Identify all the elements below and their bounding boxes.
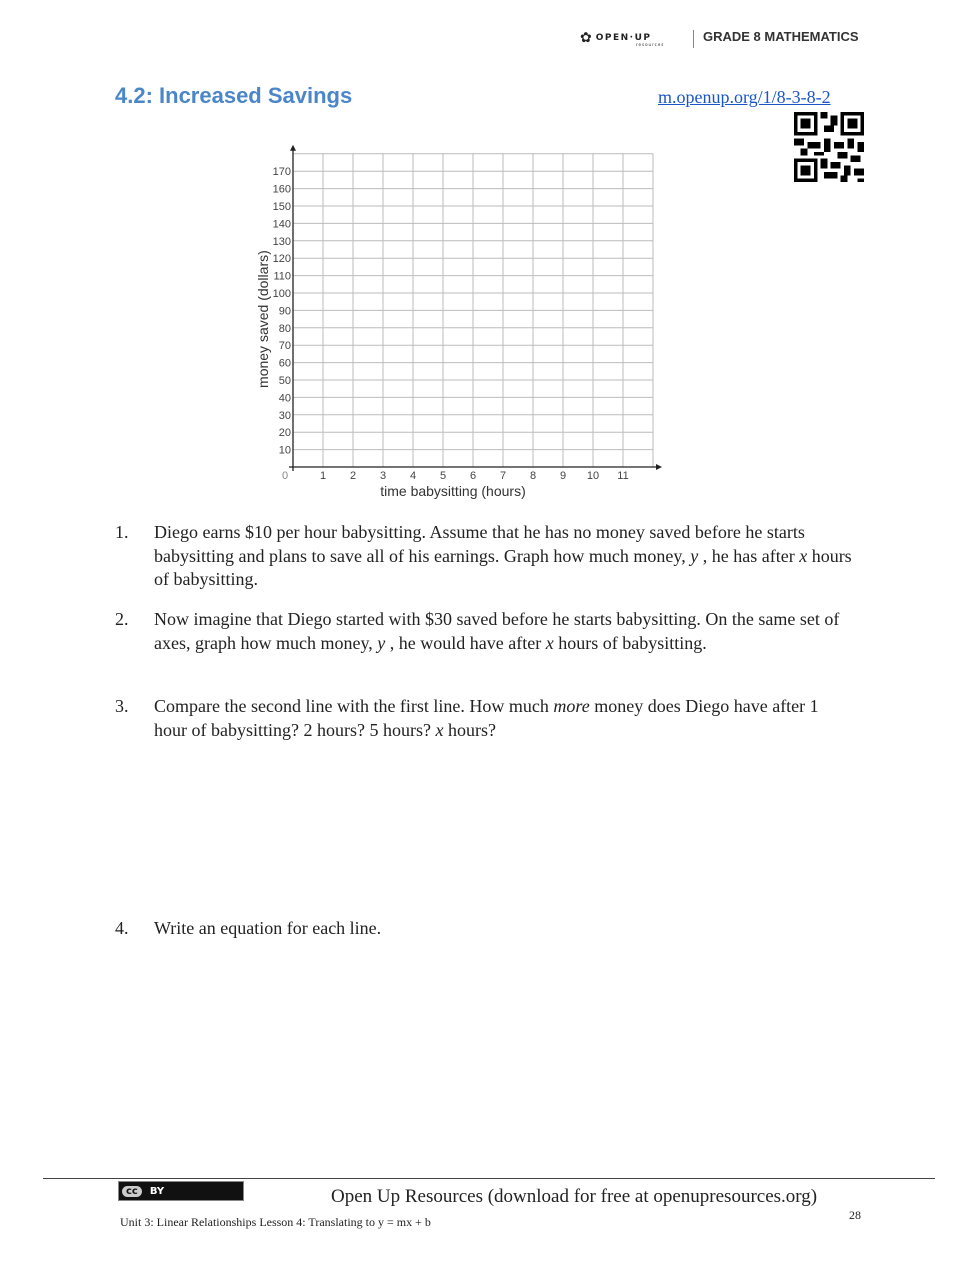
x-tick-label: 6	[469, 470, 477, 482]
page-number: 28	[849, 1208, 861, 1222]
question-text: , he would have after	[389, 632, 546, 653]
x-tick-label: 8	[529, 470, 537, 482]
emphasis-text: more	[553, 696, 590, 716]
emphasis-text: x	[799, 545, 812, 566]
question-number: 2.	[115, 609, 129, 629]
emphasis-text: x	[435, 719, 448, 740]
y-tick-label: 150	[272, 201, 291, 213]
y-tick-label: 20	[278, 427, 291, 440]
origin-label: 0	[281, 470, 289, 482]
cc-icon: cc	[122, 1186, 142, 1197]
y-tick-label: 30	[278, 409, 291, 422]
y-tick-label: 50	[278, 375, 291, 387]
x-tick-label: 11	[617, 470, 629, 482]
x-tick-label: 9	[559, 470, 567, 482]
question-number: 4.	[115, 918, 129, 938]
question-4	[115, 917, 855, 941]
y-tick-label: 90	[278, 305, 291, 318]
emphasis-text: y	[690, 545, 703, 566]
y-tick-label: 170	[272, 166, 291, 179]
y-tick-label: 60	[278, 357, 291, 370]
emphasis-text: y	[377, 632, 390, 653]
y-tick-label: 130	[272, 235, 291, 248]
y-tick-label: 140	[272, 218, 291, 231]
question-text: hours of babysitting.	[154, 545, 852, 589]
question-number: 3.	[115, 696, 129, 716]
x-tick-label: 2	[349, 470, 357, 482]
question-text: , he has after	[702, 545, 800, 566]
y-tick-label: 80	[278, 322, 291, 335]
x-tick-label: 7	[499, 470, 507, 482]
y-axis-label: money saved (dollars)	[255, 250, 271, 388]
question-text: hours?	[447, 719, 496, 740]
bee-icon: ✿	[580, 30, 592, 46]
question-text: Compare the second line with the first line. How much	[154, 696, 554, 716]
emphasis-text: x	[545, 632, 559, 653]
x-axis-label: time babysitting (hours)	[380, 483, 526, 499]
y-tick-label: 40	[278, 392, 291, 405]
y-tick-label: 100	[272, 288, 291, 300]
x-tick-label: 1	[319, 470, 327, 482]
footer-divider	[43, 1178, 935, 1179]
y-axis-arrow	[290, 145, 296, 151]
logo-subtext: resources	[636, 42, 665, 47]
x-axis-arrow	[656, 464, 662, 470]
x-tick-label: 5	[439, 470, 447, 482]
question-2	[115, 608, 855, 655]
page-title: 4.2: Increased Savings	[115, 83, 353, 108]
cc-by-label: BY	[149, 1185, 165, 1197]
lesson-link[interactable]: m.openup.org/1/8-3-8-2	[658, 87, 831, 107]
question-text: money does Diego have after 1 hour of babysitting? 2 hours? 5 hours?	[154, 696, 819, 740]
y-tick-label: 10	[278, 444, 291, 457]
question-text: Now imagine that Diego started with $30 saved before he starts babysitting. On the same set of axes, graph how much money,	[154, 609, 840, 653]
y-tick-label: 70	[278, 340, 291, 353]
question-number: 1.	[115, 522, 129, 542]
footer-unit: Unit 3: Linear Relationships Lesson 4: Translating to y = mx + b	[120, 1215, 431, 1229]
x-tick-label: 4	[409, 470, 417, 482]
footer-credit: Open Up Resources (download for free at openupresources.org)	[331, 1186, 818, 1207]
question-1	[115, 521, 855, 592]
question-3	[115, 695, 855, 742]
y-tick-label: 110	[273, 270, 291, 283]
question-text: Write an equation for each line.	[154, 918, 382, 938]
grade-label: GRADE 8 MATHEMATICS	[703, 29, 859, 44]
question-text: hours of babysitting.	[558, 632, 707, 653]
logo-text: OPEN·UP	[595, 33, 652, 43]
x-tick-label: 3	[379, 470, 387, 482]
coordinate-grid	[0, 0, 979, 510]
question-text: Diego earns $10 per hour babysitting. Assume that he has no money saved before he starts babysitting and plans to save all of his earnings. Graph how much money,	[154, 522, 805, 566]
x-tick-label: 10	[586, 470, 600, 482]
y-tick-label: 120	[272, 253, 291, 266]
y-tick-label: 160	[272, 183, 291, 196]
cc-by-license-badge	[118, 1181, 244, 1201]
